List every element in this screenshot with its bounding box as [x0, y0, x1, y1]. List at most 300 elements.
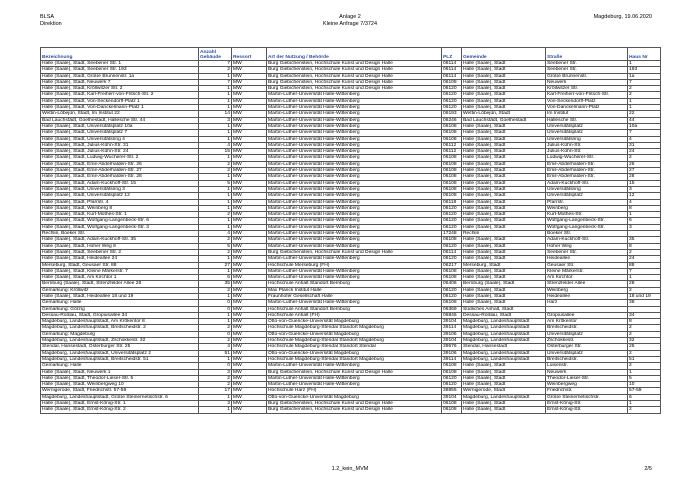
cell-anzahl: 1 — [199, 186, 232, 192]
cell-gemeinde: Magdeburg, Landeshauptstadt — [462, 338, 546, 344]
cell-bezeichnung: Magdeburg, Landeshauptstadt, Breitscheidstr. 51 — [41, 356, 199, 362]
table-row — [41, 174, 661, 180]
cell-ressort: MW — [232, 401, 267, 407]
cell-nutzung: Martin-Luther-Universität Halle-Wittenberg — [267, 375, 442, 381]
cell-plz: 06114 — [442, 61, 462, 67]
cell-nutzung: Martin-Luther-Universität Halle-Wittenberg — [267, 98, 442, 104]
cell-anzahl: 2 — [199, 212, 232, 218]
cell-gemeinde: Südliches Anhalt, Stadt — [462, 306, 546, 312]
col-header-plz: PLZ — [442, 48, 462, 61]
cell-anzahl: 5 — [199, 180, 232, 186]
cell-hausnr: 2 — [628, 249, 661, 255]
cell-bezeichnung: Halle (Saale), Stadt, Heideallee 24 — [41, 256, 199, 262]
cell-anzahl: 0 — [199, 331, 232, 337]
cell-nutzung: Martin-Luther-Universität Halle-Wittenberg — [267, 142, 442, 148]
cell-strasse: Ernst-König-Str. — [546, 401, 628, 407]
cell-nutzung: Martin-Luther-Universität Halle-Wittenberg — [267, 168, 442, 174]
cell-hausnr: 8 — [628, 243, 661, 249]
cell-gemeinde: Halle (Saale), Stadt — [462, 243, 546, 249]
cell-plz: 06120 — [442, 382, 462, 388]
col-header-hausnr: Haus Nr — [628, 48, 661, 61]
cell-anzahl: 0 — [199, 306, 232, 312]
cell-ressort: MW — [232, 275, 267, 281]
cell-anzahl: 1 — [199, 394, 232, 400]
cell-gemeinde: Halle (Saale), Stadt — [462, 67, 546, 73]
cell-bezeichnung: Halle (Saale), Stadt, Universitätsring 4 — [41, 136, 199, 142]
cell-hausnr: 4 — [628, 199, 661, 205]
cell-bezeichnung: Halle (Saale), Stadt, Pfarrstr. 4 — [41, 199, 199, 205]
cell-ressort: MW — [232, 174, 267, 180]
cell-plz: 39114 — [442, 325, 462, 331]
cell-anzahl: 2 — [199, 325, 232, 331]
cell-anzahl: 4 — [199, 231, 232, 237]
cell-ressort: MW — [232, 268, 267, 274]
cell-strasse: Weinberg — [546, 205, 628, 211]
cell-bezeichnung: Halle (Saale), Stadt, Universitätsplatz 12 — [41, 193, 199, 199]
col-header-bezeichnung: Bezeichnung — [41, 48, 199, 61]
cell-bezeichnung: Gemarkung: Halle — [41, 363, 199, 369]
cell-nutzung: Burg Giebichenstein, Hochschule Kunst und Design Halle — [267, 73, 442, 79]
cell-nutzung: Otto-von-Guericke-Universität Magdeburg — [267, 394, 442, 400]
cell-nutzung: Hochschule Anhalt (FH) — [267, 312, 442, 318]
cell-nutzung: Martin-Luther-Universität Halle-Wittenberg — [267, 92, 442, 98]
cell-ressort: MW — [232, 98, 267, 104]
cell-ressort: MW — [232, 338, 267, 344]
cell-strasse: Luisenstr. — [546, 363, 628, 369]
cell-ressort: MW — [232, 168, 267, 174]
cell-gemeinde: Halle (Saale), Stadt — [462, 136, 546, 142]
cell-bezeichnung: Halle (Saale), Stadt, Julius-Kühn-Str. 24 — [41, 149, 199, 155]
cell-ressort: MW — [232, 117, 267, 123]
cell-plz: 06120 — [442, 86, 462, 92]
cell-anzahl: 3 — [199, 369, 232, 375]
cell-anzahl: 2 — [199, 168, 232, 174]
cell-ressort: MW — [232, 105, 267, 111]
cell-hausnr: 88 — [628, 262, 661, 268]
cell-strasse: Seebener Str. — [546, 61, 628, 67]
cell-nutzung: Martin-Luther-Universität Halle-Wittenberg — [267, 193, 442, 199]
cell-strasse: Harz — [546, 300, 628, 306]
cell-ressort: MW — [232, 363, 267, 369]
header-title: Anlage 2 — [339, 14, 361, 20]
cell-strasse: Neuwerk — [546, 79, 628, 85]
cell-gemeinde: Magdeburg, Landeshauptstadt — [462, 356, 546, 362]
cell-hausnr: 32 — [628, 338, 661, 344]
cell-plz: 06120 — [442, 256, 462, 262]
cell-nutzung: Martin-Luther-Universität Halle-Wittenberg — [267, 300, 442, 306]
cell-gemeinde: Halle (Saale), Stadt — [462, 212, 546, 218]
cell-gemeinde: Halle (Saale), Stadt — [462, 268, 546, 274]
cell-strasse: Universitätsplatz — [546, 193, 628, 199]
cell-gemeinde: Magdeburg, Landeshauptstadt — [462, 319, 546, 325]
cell-anzahl: 1 — [199, 98, 232, 104]
cell-hausnr: 1 — [628, 369, 661, 375]
cell-bezeichnung: Magdeburg, Landeshauptstadt, Am Krökentor 8 — [41, 319, 199, 325]
table-row — [41, 155, 661, 161]
cell-gemeinde: Halle (Saale), Stadt — [462, 249, 546, 255]
table-row — [41, 161, 661, 167]
cell-strasse: Seebener Str. — [546, 249, 628, 255]
footer-page-number: 2/5 — [644, 466, 652, 472]
cell-strasse: Im Institut — [546, 111, 628, 117]
cell-gemeinde: Halle (Saale), Stadt — [462, 199, 546, 205]
cell-ressort: MW — [232, 231, 267, 237]
cell-bezeichnung: Wernigerode, Stadt, Friedrichstr. 57-59 — [41, 388, 199, 394]
cell-nutzung: Otto-von-Guericke-Universität Magdeburg — [267, 331, 442, 337]
cell-ressort: MW — [232, 388, 267, 394]
cell-gemeinde: Halle (Saale), Stadt — [462, 205, 546, 211]
cell-nutzung: Otto-von-Guericke-Universität Magdeburg — [267, 319, 442, 325]
cell-ressort: MW — [232, 92, 267, 98]
cell-bezeichnung: Wettin-Löbejün, Stadt, Im Institut 22 — [41, 111, 199, 117]
cell-strasse: Wolfgang-Langenbeck-Str. — [546, 224, 628, 230]
cell-ressort: MW — [232, 331, 267, 337]
cell-strasse: Ludwig-Wucherer-Str. — [546, 155, 628, 161]
cell-ressort: MW — [232, 281, 267, 287]
cell-nutzung: Martin-Luther-Universität Halle-Wittenberg — [267, 161, 442, 167]
cell-bezeichnung: Magdeburg, Landeshauptstadt, Universitätsplatz 2 — [41, 350, 199, 356]
cell-bezeichnung: Halle (Saale), Stadt, Heideallee 18 und 19 — [41, 293, 199, 299]
cell-plz: 06406 — [442, 281, 462, 287]
cell-bezeichnung: Halle (Saale), Stadt, Ernst-König-Str. 1 — [41, 401, 199, 407]
cell-bezeichnung: Halle (Saale), Stadt, Weinbergweg 10 — [41, 382, 199, 388]
cell-gemeinde: Bad Lauchstädt, Goethestadt — [462, 117, 546, 123]
table-row — [41, 98, 661, 104]
cell-plz: 06108 — [442, 130, 462, 136]
cell-gemeinde: Halle (Saale), Stadt — [462, 149, 546, 155]
cell-anzahl: 2 — [199, 338, 232, 344]
cell-ressort: MW — [232, 356, 267, 362]
cell-plz: 06108 — [442, 161, 462, 167]
cell-plz: 06108 — [442, 168, 462, 174]
cell-strasse: Kröllwitzer Str. — [546, 86, 628, 92]
cell-nutzung: Martin-Luther-Universität Halle-Wittenberg — [267, 149, 442, 155]
cell-bezeichnung: Magdeburg, Landeshauptstadt, Breitscheidstr. 2 — [41, 325, 199, 331]
cell-ressort: MW — [232, 180, 267, 186]
cell-anzahl: 2 — [199, 237, 232, 243]
cell-plz: 06108 — [442, 155, 462, 161]
cell-ressort: MW — [232, 394, 267, 400]
cell-plz: 06108 — [442, 186, 462, 192]
cell-anzahl: 7 — [199, 61, 232, 67]
cell-ressort: MW — [232, 224, 267, 230]
cell-anzahl: 4 — [199, 142, 232, 148]
cell-gemeinde: Halle (Saale), Stadt — [462, 61, 546, 67]
cell-gemeinde: Halle (Saale), Stadt — [462, 224, 546, 230]
cell-anzahl: 1 — [199, 224, 232, 230]
cell-anzahl: 1 — [199, 256, 232, 262]
cell-anzahl: 2 — [199, 375, 232, 381]
cell-nutzung: Martin-Luther-Universität Halle-Wittenberg — [267, 130, 442, 136]
cell-strasse: Universitätsplatz — [546, 331, 628, 337]
cell-strasse: Julius-Kühn-Str. — [546, 149, 628, 155]
cell-plz: 06108 — [442, 180, 462, 186]
cell-strasse: Wolfgang-Langenbeck-Str. — [546, 218, 628, 224]
cell-nutzung: Martin-Luther-Universität Halle-Wittenberg — [267, 275, 442, 281]
table-row — [41, 319, 661, 325]
cell-gemeinde: Halle (Saale), Stadt — [462, 92, 546, 98]
cell-gemeinde: Halle (Saale), Stadt — [462, 142, 546, 148]
header-dept: Direktion — [40, 21, 62, 27]
cell-bezeichnung: Halle (Saale), Stadt, Kröllwitzer Str. 2 — [41, 86, 199, 92]
cell-anzahl: 5 — [199, 243, 232, 249]
table-header-row — [41, 48, 661, 61]
cell-plz: 06108 — [442, 275, 462, 281]
cell-anzahl: 7 — [199, 79, 232, 85]
col-header-anzahl: Anzahl Gebäude — [199, 48, 232, 61]
cell-strasse: Theodor-Lieser-Str. — [546, 375, 628, 381]
cell-gemeinde: Halle (Saale), Stadt — [462, 79, 546, 85]
cell-plz: 06369 — [442, 306, 462, 312]
cell-ressort: MW — [232, 319, 267, 325]
cell-nutzung: Burg Giebichenstein, Hochschule Kunst und Design Halle — [267, 401, 442, 407]
cell-plz: 06108 — [442, 136, 462, 142]
cell-ressort: MW — [232, 218, 267, 224]
cell-hausnr: 1 — [628, 212, 661, 218]
cell-plz: 06120 — [442, 92, 462, 98]
cell-nutzung: Hochschule Harz (FH) — [267, 388, 442, 394]
cell-gemeinde: Merseburg, Stadt — [462, 262, 546, 268]
cell-gemeinde: Wettin-Löbejün, Stadt — [462, 111, 546, 117]
cell-nutzung: Hochschule Magdeburg-Stendal Standort Magdeburg — [267, 325, 442, 331]
cell-anzahl: 15 — [199, 149, 232, 155]
cell-bezeichnung: Halle (Saale), Stadt, Adam-Kuckhoff-Str. 15 — [41, 180, 199, 186]
cell-bezeichnung: Halle (Saale), Stadt, Kurt-Mothes-Str. 1 — [41, 212, 199, 218]
cell-nutzung: Martin-Luther-Universität Halle-Wittenberg — [267, 224, 442, 230]
cell-nutzung: Martin-Luther-Universität Halle-Wittenberg — [267, 136, 442, 142]
cell-gemeinde: Halle (Saale), Stadt — [462, 161, 546, 167]
cell-strasse: Weinbergweg — [546, 382, 628, 388]
cell-plz: 06246 — [442, 117, 462, 123]
cell-anzahl: 1 — [199, 407, 232, 413]
col-header-strasse: Straße — [546, 48, 628, 61]
cell-hausnr: 18 und 19 — [628, 293, 661, 299]
cell-plz: 06114 — [442, 249, 462, 255]
cell-hausnr: 2 — [628, 331, 661, 337]
cell-anzahl: 2 — [199, 287, 232, 293]
cell-plz: 06108 — [442, 268, 462, 274]
col-header-nutzung: Art der Nutzung / Behörde — [267, 48, 442, 61]
header-org: BLSA — [40, 14, 55, 20]
cell-bezeichnung: Halle (Saale), Stadt, Karl-Freiherr-von-Fritsch-Str. 2 — [41, 92, 199, 98]
cell-hausnr: 12 — [628, 193, 661, 199]
cell-ressort: MW — [232, 155, 267, 161]
cell-anzahl: 1 — [199, 136, 232, 142]
cell-nutzung: Martin-Luther-Universität Halle-Wittenberg — [267, 105, 442, 111]
cell-strasse: Boeker Str. — [546, 231, 628, 237]
cell-anzahl: 2 — [199, 67, 232, 73]
cell-bezeichnung: Halle (Saale), Stadt, Neuwerk 7 — [41, 79, 199, 85]
cell-anzahl: 51 — [199, 350, 232, 356]
cell-ressort: MW — [232, 73, 267, 79]
cell-hausnr: 8 — [628, 205, 661, 211]
cell-nutzung: Martin-Luther-Universität Halle-Wittenberg — [267, 155, 442, 161]
cell-plz: 06108 — [442, 237, 462, 243]
cell-plz: 39104 — [442, 394, 462, 400]
cell-hausnr: 7 — [628, 79, 661, 85]
cell-plz: 06112 — [442, 149, 462, 155]
cell-gemeinde: Halle (Saale), Stadt — [462, 155, 546, 161]
cell-nutzung: Burg Giebichenstein, Hochschule Kunst und Design Halle — [267, 369, 442, 375]
cell-strasse: Adam-Kuckhoff-Str. — [546, 237, 628, 243]
cell-strasse: Emil-Abderhalden-Str. — [546, 161, 628, 167]
cell-plz: 39106 — [442, 350, 462, 356]
cell-nutzung: Martin-Luther-Universität Halle-Wittenberg — [267, 180, 442, 186]
cell-plz: 06120 — [442, 243, 462, 249]
cell-strasse: Von-Seckendorff-Platz — [546, 98, 628, 104]
cell-hausnr: 10 — [628, 382, 661, 388]
cell-ressort: MW — [232, 293, 267, 299]
cell-plz: 06114 — [442, 67, 462, 73]
cell-strasse: Osterburger Str. — [546, 344, 628, 350]
col-header-gemeinde: Gemeinde — [462, 48, 546, 61]
cell-bezeichnung: Magdeburg, Landeshauptstadt, Zschokkestr. 32 — [41, 338, 199, 344]
cell-ressort: MW — [232, 262, 267, 268]
cell-anzahl: 3 — [199, 401, 232, 407]
cell-hausnr: 4 — [628, 136, 661, 142]
cell-ressort: MW — [232, 161, 267, 167]
table-row — [41, 407, 661, 413]
cell-gemeinde: Halle (Saale), Stadt — [462, 293, 546, 299]
cell-bezeichnung: Gemarkung: Kröllwitz — [41, 287, 199, 293]
cell-gemeinde: Magdeburg, Landeshauptstadt — [462, 331, 546, 337]
cell-plz: 39576 — [442, 344, 462, 350]
cell-strasse: Emil-Abderhalden-Str. — [546, 168, 628, 174]
cell-gemeinde: Halle (Saale), Stadt — [462, 237, 546, 243]
cell-gemeinde: Halle (Saale), Stadt — [462, 401, 546, 407]
cell-nutzung: Martin-Luther-Universität Halle-Wittenberg — [267, 212, 442, 218]
cell-nutzung: Hochschule Magdeburg-Stendal Standort Magdeburg — [267, 338, 442, 344]
cell-ressort: MW — [232, 306, 267, 312]
cell-strasse: Strenzfelder Allee — [546, 281, 628, 287]
cell-plz: 06193 — [442, 111, 462, 117]
cell-nutzung: Martin-Luther-Universität Halle-Wittenberg — [267, 363, 442, 369]
cell-strasse: Adam-Kuckhoff-Str. — [546, 180, 628, 186]
cell-hausnr: 3 — [628, 224, 661, 230]
cell-strasse: Große Brunnenstr. — [546, 73, 628, 79]
cell-plz: 17248 — [442, 231, 462, 237]
cell-ressort: MW — [232, 237, 267, 243]
cell-hausnr: 44 — [628, 117, 661, 123]
cell-ressort: MW — [232, 312, 267, 318]
cell-anzahl: 1 — [199, 73, 232, 79]
cell-anzahl: 2 — [199, 161, 232, 167]
cell-nutzung: Martin-Luther-Universität Halle-Wittenberg — [267, 218, 442, 224]
cell-bezeichnung: Bad Lauchstädt, Goethestadt, Hallesche Str. 44 — [41, 117, 199, 123]
header-place-date: Magdeburg, 19.06.2020 — [593, 14, 652, 20]
cell-ressort: MW — [232, 212, 267, 218]
cell-bezeichnung: Halle (Saale), Stadt, Seebener Str. 193 — [41, 67, 199, 73]
property-table — [40, 47, 661, 414]
cell-nutzung: Burg Giebichenstein, Hochschule Kunst und Design Halle — [267, 67, 442, 73]
cell-anzahl: 1 — [199, 312, 232, 318]
cell-gemeinde: Halle (Saale), Stadt — [462, 218, 546, 224]
cell-gemeinde: Halle (Saale), Stadt — [462, 98, 546, 104]
col-header-ressort: Ressort — [232, 48, 267, 61]
cell-hausnr: 35 — [628, 237, 661, 243]
cell-ressort: MW — [232, 382, 267, 388]
cell-nutzung: Hochschule Magdeburg-Stendal Standort Stendal — [267, 344, 442, 350]
cell-plz: 06120 — [442, 98, 462, 104]
cell-plz: 06120 — [442, 224, 462, 230]
cell-gemeinde: Halle (Saale), Stadt — [462, 363, 546, 369]
cell-hausnr: 15 — [628, 180, 661, 186]
cell-strasse: Weinberg — [546, 287, 628, 293]
cell-bezeichnung: Gemarkung: Magdeburg — [41, 331, 199, 337]
cell-bezeichnung: Halle (Saale), Stadt, Am Kirchtor 1 — [41, 275, 199, 281]
cell-gemeinde: Stendal, Hansestadt — [462, 344, 546, 350]
cell-hausnr: 2 — [628, 363, 661, 369]
cell-bezeichnung: Halle (Saale), Stadt, Emil-Abderhalden-Str. 26 — [41, 161, 199, 167]
cell-plz: 06108 — [442, 407, 462, 413]
cell-bezeichnung: Halle (Saale), Stadt, Neuwerk 1 — [41, 369, 199, 375]
cell-bezeichnung: Magdeburg, Landeshauptstadt, Große Steinernetischstr. 6 — [41, 394, 199, 400]
cell-strasse: Universitätsring — [546, 136, 628, 142]
cell-hausnr: 2 — [628, 287, 661, 293]
cell-hausnr: 24 — [628, 149, 661, 155]
cell-plz: 39114 — [442, 356, 462, 362]
cell-plz: 06108 — [442, 174, 462, 180]
cell-bezeichnung: Stendal, Hansestadt, Osterburger Str. 25 — [41, 344, 199, 350]
cell-strasse: Friedrichstr. — [546, 388, 628, 394]
table-row — [41, 224, 661, 230]
cell-strasse: Universitätsplatz — [546, 123, 628, 129]
cell-plz: 06108 — [442, 363, 462, 369]
cell-nutzung: Martin-Luther-Universität Halle-Wittenberg — [267, 199, 442, 205]
cell-hausnr: 1 — [628, 61, 661, 67]
cell-anzahl: 3 — [199, 117, 232, 123]
cell-gemeinde: Halle (Saale), Stadt — [462, 86, 546, 92]
table-row — [41, 394, 661, 400]
cell-plz: 06108 — [442, 193, 462, 199]
cell-strasse: Am Kirchtor — [546, 275, 628, 281]
cell-plz: 06108 — [442, 401, 462, 407]
cell-gemeinde: Halle (Saale), Stadt — [462, 193, 546, 199]
cell-strasse: Hallesche Str. — [546, 117, 628, 123]
cell-gemeinde: Halle (Saale), Stadt — [462, 73, 546, 79]
cell-plz: 06120 — [442, 375, 462, 381]
cell-gemeinde: Halle (Saale), Stadt — [462, 369, 546, 375]
cell-hausnr: 193 — [628, 67, 661, 73]
cell-ressort: MW — [232, 86, 267, 92]
cell-anzahl: 27 — [199, 262, 232, 268]
cell-hausnr: 38 — [628, 300, 661, 306]
cell-gemeinde: Magdeburg, Landeshauptstadt — [462, 325, 546, 331]
cell-nutzung: Burg Giebichenstein, Hochschule Kunst und Design Halle — [267, 61, 442, 67]
cell-hausnr: 31 — [628, 142, 661, 148]
cell-plz: 06120 — [442, 287, 462, 293]
cell-strasse: Karl-Freiherr-von-Fritsch-Str. — [546, 92, 628, 98]
cell-ressort: MW — [232, 375, 267, 381]
cell-ressort: MW — [232, 287, 267, 293]
cell-strasse: Emil-Abderhalden-Str. — [546, 174, 628, 180]
cell-ressort: MW — [232, 123, 267, 129]
table-row — [41, 350, 661, 356]
table-row — [41, 356, 661, 362]
cell-nutzung: Martin-Luther-Universität Halle-Wittenberg — [267, 174, 442, 180]
cell-hausnr: 2 — [628, 92, 661, 98]
cell-hausnr: 24 — [628, 256, 661, 262]
cell-ressort: MW — [232, 407, 267, 413]
cell-bezeichnung: Halle (Saale), Stadt, Universitätsplatz 7 — [41, 130, 199, 136]
cell-ressort: MW — [232, 130, 267, 136]
cell-hausnr: 26 — [628, 161, 661, 167]
cell-strasse: Gropiusallee — [546, 312, 628, 318]
cell-strasse: Von-Danckelmann-Platz — [546, 105, 628, 111]
cell-hausnr: 1a — [628, 73, 661, 79]
cell-hausnr: 8 — [628, 319, 661, 325]
cell-bezeichnung: Halle (Saale), Stadt, Hoher Weg 8 — [41, 243, 199, 249]
